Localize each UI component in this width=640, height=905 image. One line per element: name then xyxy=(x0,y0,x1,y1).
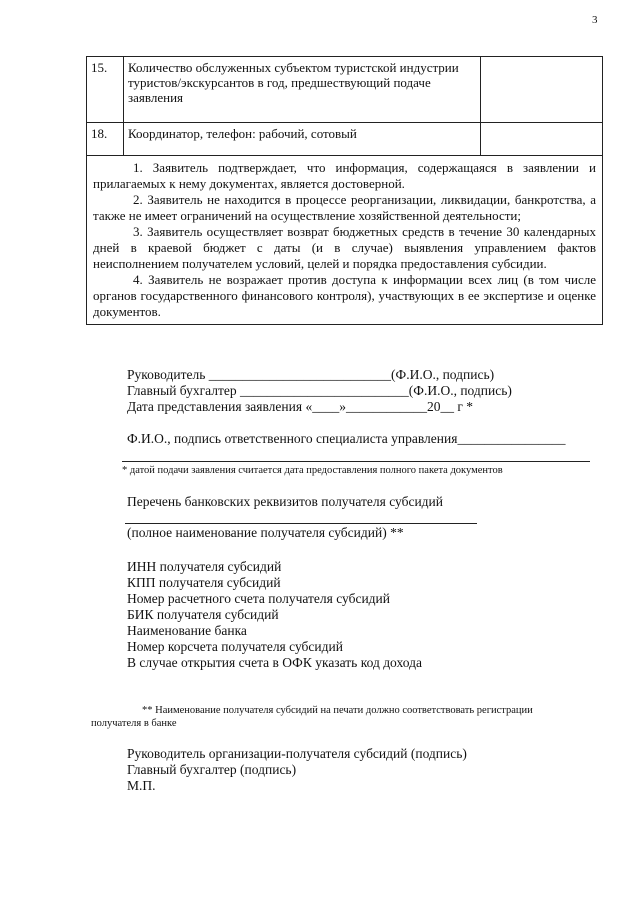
row-label: Координатор, телефон: рабочий, сотовый xyxy=(124,123,481,156)
declaration-1: 1. Заявитель подтверждает, что информация, содержащаяся в заявлении и прилагаемых к нему документах, является достоверной. xyxy=(93,160,596,191)
bank-field: ИНН получателя субсидий xyxy=(127,559,282,574)
final-accountant-signature: Главный бухгалтер (подпись) xyxy=(127,762,297,777)
declaration-4: 4. Заявитель не возражает против доступа к информации всех лиц (в том числе органов государственного финансового контроля), участвующих в ее экспертизе и оценке документов. xyxy=(93,272,596,319)
row-number: 15. xyxy=(87,57,124,123)
submission-date-line: Дата представления заявления «____»____________20__ г * xyxy=(127,399,473,414)
footnote-stamp-line2: получателя в банке xyxy=(91,718,177,729)
final-head-signature: Руководитель организации-получателя субсидий (подпись) xyxy=(127,746,467,761)
declarations-cell xyxy=(87,156,603,325)
page-number: 3 xyxy=(592,14,598,26)
bank-field: Номер корсчета получателя субсидий xyxy=(127,639,343,654)
row-value-cell xyxy=(481,123,603,156)
declarations-row xyxy=(87,156,603,325)
row-value-cell xyxy=(481,57,603,123)
head-signature-line: Руководитель ___________________________(Ф.И.О., подпись) xyxy=(127,367,495,382)
footnote-stamp-line1: ** Наименование получателя субсидий на печати должно соответствовать регистрации xyxy=(142,705,533,716)
row-label: Количество обслуженных субъектом туристской индустрии туристов/экскурсантов в год, предшествующий подаче заявления xyxy=(124,57,481,123)
row-number: 18. xyxy=(87,123,124,156)
bank-field: БИК получателя субсидий xyxy=(127,607,279,622)
application-table xyxy=(86,56,603,325)
declaration-3: 3. Заявитель осуществляет возврат бюджетных средств в течение 30 календарных дней в краевой бюджет с даты (и в случае) выявления управлением фактов неисполнением получателем условий, целей и порядка предоставления субсидии. xyxy=(93,224,596,271)
bank-field: Наименование банка xyxy=(127,623,247,638)
bank-field: КПП получателя субсидий xyxy=(127,575,281,590)
table-row xyxy=(87,123,603,156)
declaration-2: 2. Заявитель не находится в процессе реорганизации, ликвидации, банкротства, а также не имеет ограничений на осуществление хозяйственной деятельности; xyxy=(93,192,596,223)
separator-line xyxy=(122,461,590,462)
table-row xyxy=(87,57,603,123)
specialist-signature-line: Ф.И.О., подпись ответственного специалиста управления________________ xyxy=(127,431,566,446)
accountant-signature-line: Главный бухгалтер _________________________(Ф.И.О., подпись) xyxy=(127,383,512,398)
stamp-place: М.П. xyxy=(127,778,156,793)
footnote-date: * датой подачи заявления считается дата предоставления полного пакета документов xyxy=(122,465,503,476)
bank-field: Номер расчетного счета получателя субсидий xyxy=(127,591,390,606)
bank-field: В случае открытия счета в ОФК указать код дохода xyxy=(127,655,422,670)
recipient-name-line xyxy=(125,523,477,524)
recipient-name-caption: (полное наименование получателя субсидий) ** xyxy=(127,525,404,540)
bank-details-title: Перечень банковских реквизитов получателя субсидий xyxy=(127,494,443,509)
